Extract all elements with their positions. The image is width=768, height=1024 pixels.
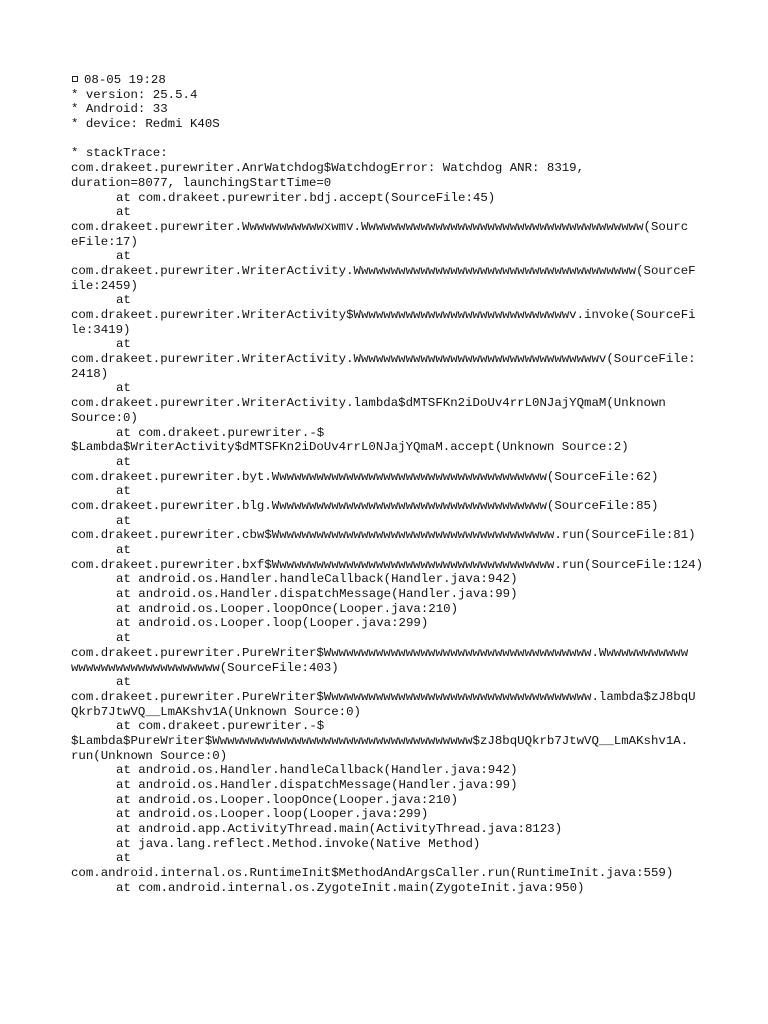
stack-frame-line: com.drakeet.purewriter.WriterActivity.Wwwwwwwwwwwwwwwwwwwwwwwwwwwwwwwwwwwwww(SourceF xyxy=(71,263,696,278)
stack-frame-line: com.drakeet.purewriter.bxf$Wwwwwwwwwwwwwwwwwwwwwwwwwwwwwwwwwwwwww.run(SourceFile:124) xyxy=(71,557,704,572)
stack-frame-line: at xyxy=(116,631,131,646)
stack-frame-line: at xyxy=(116,381,131,396)
stack-frame-line: ile:2459) xyxy=(71,278,138,293)
stack-frame-line: wwwwwwwwwwwwwwwwwwww(SourceFile:403) xyxy=(71,660,339,675)
stack-frame-line: com.drakeet.purewriter.Wwwwwwwwwwwxwmv.Wwwwwwwwwwwwwwwwwwwwwwwwwwwwwwwwwwwwww(Sourc xyxy=(71,219,689,234)
stack-frame-line: com.drakeet.purewriter.cbw$Wwwwwwwwwwwwwwwwwwwwwwwwwwwwwwwwwwwwww.run(SourceFile:81) xyxy=(71,528,696,543)
stack-frame-line: com.drakeet.purewriter.byt.Wwwwwwwwwwwwwwwwwwwwwwwwwwwwwwwwwwwww(SourceFile:62) xyxy=(71,469,659,484)
stack-frame-line: $Lambda$PureWriter$Wwwwwwwwwwwwwwwwwwwwwwwwwwwwwwwwwww$zJ8bqUQkrb7JtwVQ__LmAKshv1A. xyxy=(71,733,689,748)
spacer xyxy=(71,132,701,147)
error-line-continued: duration=8077, launchingStartTime=0 xyxy=(71,175,332,190)
stack-frame-line: le:3419) xyxy=(71,322,131,337)
stack-frame-line: at xyxy=(116,205,131,220)
stacktrace-label: * stackTrace: xyxy=(71,146,168,161)
timestamp-line xyxy=(71,73,701,88)
stack-frame-line: at xyxy=(116,513,131,528)
stack-frame-line: at xyxy=(116,337,131,352)
stack-frame-line: at android.app.ActivityThread.main(ActivityThread.java:8123) xyxy=(116,822,563,837)
stack-frame-line: at xyxy=(116,293,131,308)
stack-trace xyxy=(71,190,704,896)
stack-frame-line: at xyxy=(116,675,131,690)
stack-frame-line: at android.os.Handler.dispatchMessage(Handler.java:99) xyxy=(116,778,518,792)
stack-frame-line: com.drakeet.purewriter.WriterActivity$Wwwwwwwwwwwwwwwwwwwwwwwwwwwwwv.invoke(SourceFi xyxy=(71,308,696,322)
stack-frame-line: at java.lang.reflect.Method.invoke(Native Method) xyxy=(116,836,481,851)
stack-frame-line: at xyxy=(116,484,131,499)
stack-frame-line: at xyxy=(116,851,131,866)
stack-frame-line: at com.android.internal.os.ZygoteInit.main(ZygoteInit.java:950) xyxy=(116,880,585,895)
stack-frame-line: com.drakeet.purewriter.PureWriter$Wwwwwwwwwwwwwwwwwwwwwwwwwwwwwwwwwwww.lambda$zJ8bqU xyxy=(71,689,696,704)
stack-frame-line: Source:0) xyxy=(71,410,138,425)
timestamp: 08-05 19:28 xyxy=(84,73,166,87)
stack-frame-line: at com.drakeet.purewriter.bdj.accept(SourceFile:45) xyxy=(116,190,496,205)
stack-frame-line: com.drakeet.purewriter.blg.Wwwwwwwwwwwwwwwwwwwwwwwwwwwwwwwwwwwww(SourceFile:85) xyxy=(71,498,659,513)
stack-frame-line: at android.os.Handler.handleCallback(Handler.java:942) xyxy=(116,763,518,778)
stack-frame-line: at xyxy=(116,543,131,557)
stack-frame-line: $Lambda$WriterActivity$dMTSFKn2iDoUv4rrL0NJajYQmaM.accept(Unknown Source:2) xyxy=(71,440,629,455)
stack-frame-line: at xyxy=(116,249,131,264)
stack-frame-line: Qkrb7JtwVQ__LmAKshv1A(Unknown Source:0) xyxy=(71,704,361,719)
stack-frame-line: at android.os.Looper.loopOnce(Looper.java:210) xyxy=(116,601,459,616)
bullet-square-icon xyxy=(72,76,78,82)
stack-frame-line: at android.os.Handler.dispatchMessage(Handler.java:99) xyxy=(116,587,518,602)
stack-frame-line: run(Unknown Source:0) xyxy=(71,748,228,763)
stack-frame-line: at android.os.Looper.loop(Looper.java:299) xyxy=(116,616,429,631)
stack-frame-line: eFile:17) xyxy=(71,234,138,249)
stack-frame-line: at android.os.Handler.handleCallback(Handler.java:942) xyxy=(116,572,518,587)
stack-frame-line: 2418) xyxy=(71,366,109,381)
stack-frame-line: at com.drakeet.purewriter.-$ xyxy=(116,719,325,734)
crash-report xyxy=(71,73,704,896)
version-line: * version: 25.5.4 xyxy=(71,87,198,102)
stack-frame-line: at com.drakeet.purewriter.-$ xyxy=(116,425,325,440)
device-line: * device: Redmi K40S xyxy=(71,117,220,132)
stack-frame-line: com.android.internal.os.RuntimeInit$MethodAndArgsCaller.run(RuntimeInit.java:559) xyxy=(71,866,674,881)
android-line: * Android: 33 xyxy=(71,102,168,117)
stack-frame-line: at android.os.Looper.loopOnce(Looper.java:210) xyxy=(116,792,459,807)
error-line: com.drakeet.purewriter.AnrWatchdog$WatchdogError: Watchdog ANR: 8319, xyxy=(71,161,585,176)
stack-frame-line: at xyxy=(116,454,131,469)
stack-frame-line: com.drakeet.purewriter.WriterActivity.lambda$dMTSFKn2iDoUv4rrL0NJajYQmaM(Unknown xyxy=(71,396,666,411)
stack-frame-line: com.drakeet.purewriter.WriterActivity.Wwwwwwwwwwwwwwwwwwwwwwwwwwwwwwwwwv(SourceFile: xyxy=(71,352,696,367)
stack-frame-line: com.drakeet.purewriter.PureWriter$Wwwwwwwwwwwwwwwwwwwwwwwwwwwwwwwwwwww.Wwwwwwwwwwww xyxy=(71,645,689,660)
stack-frame-line: at android.os.Looper.loop(Looper.java:299) xyxy=(116,807,429,822)
